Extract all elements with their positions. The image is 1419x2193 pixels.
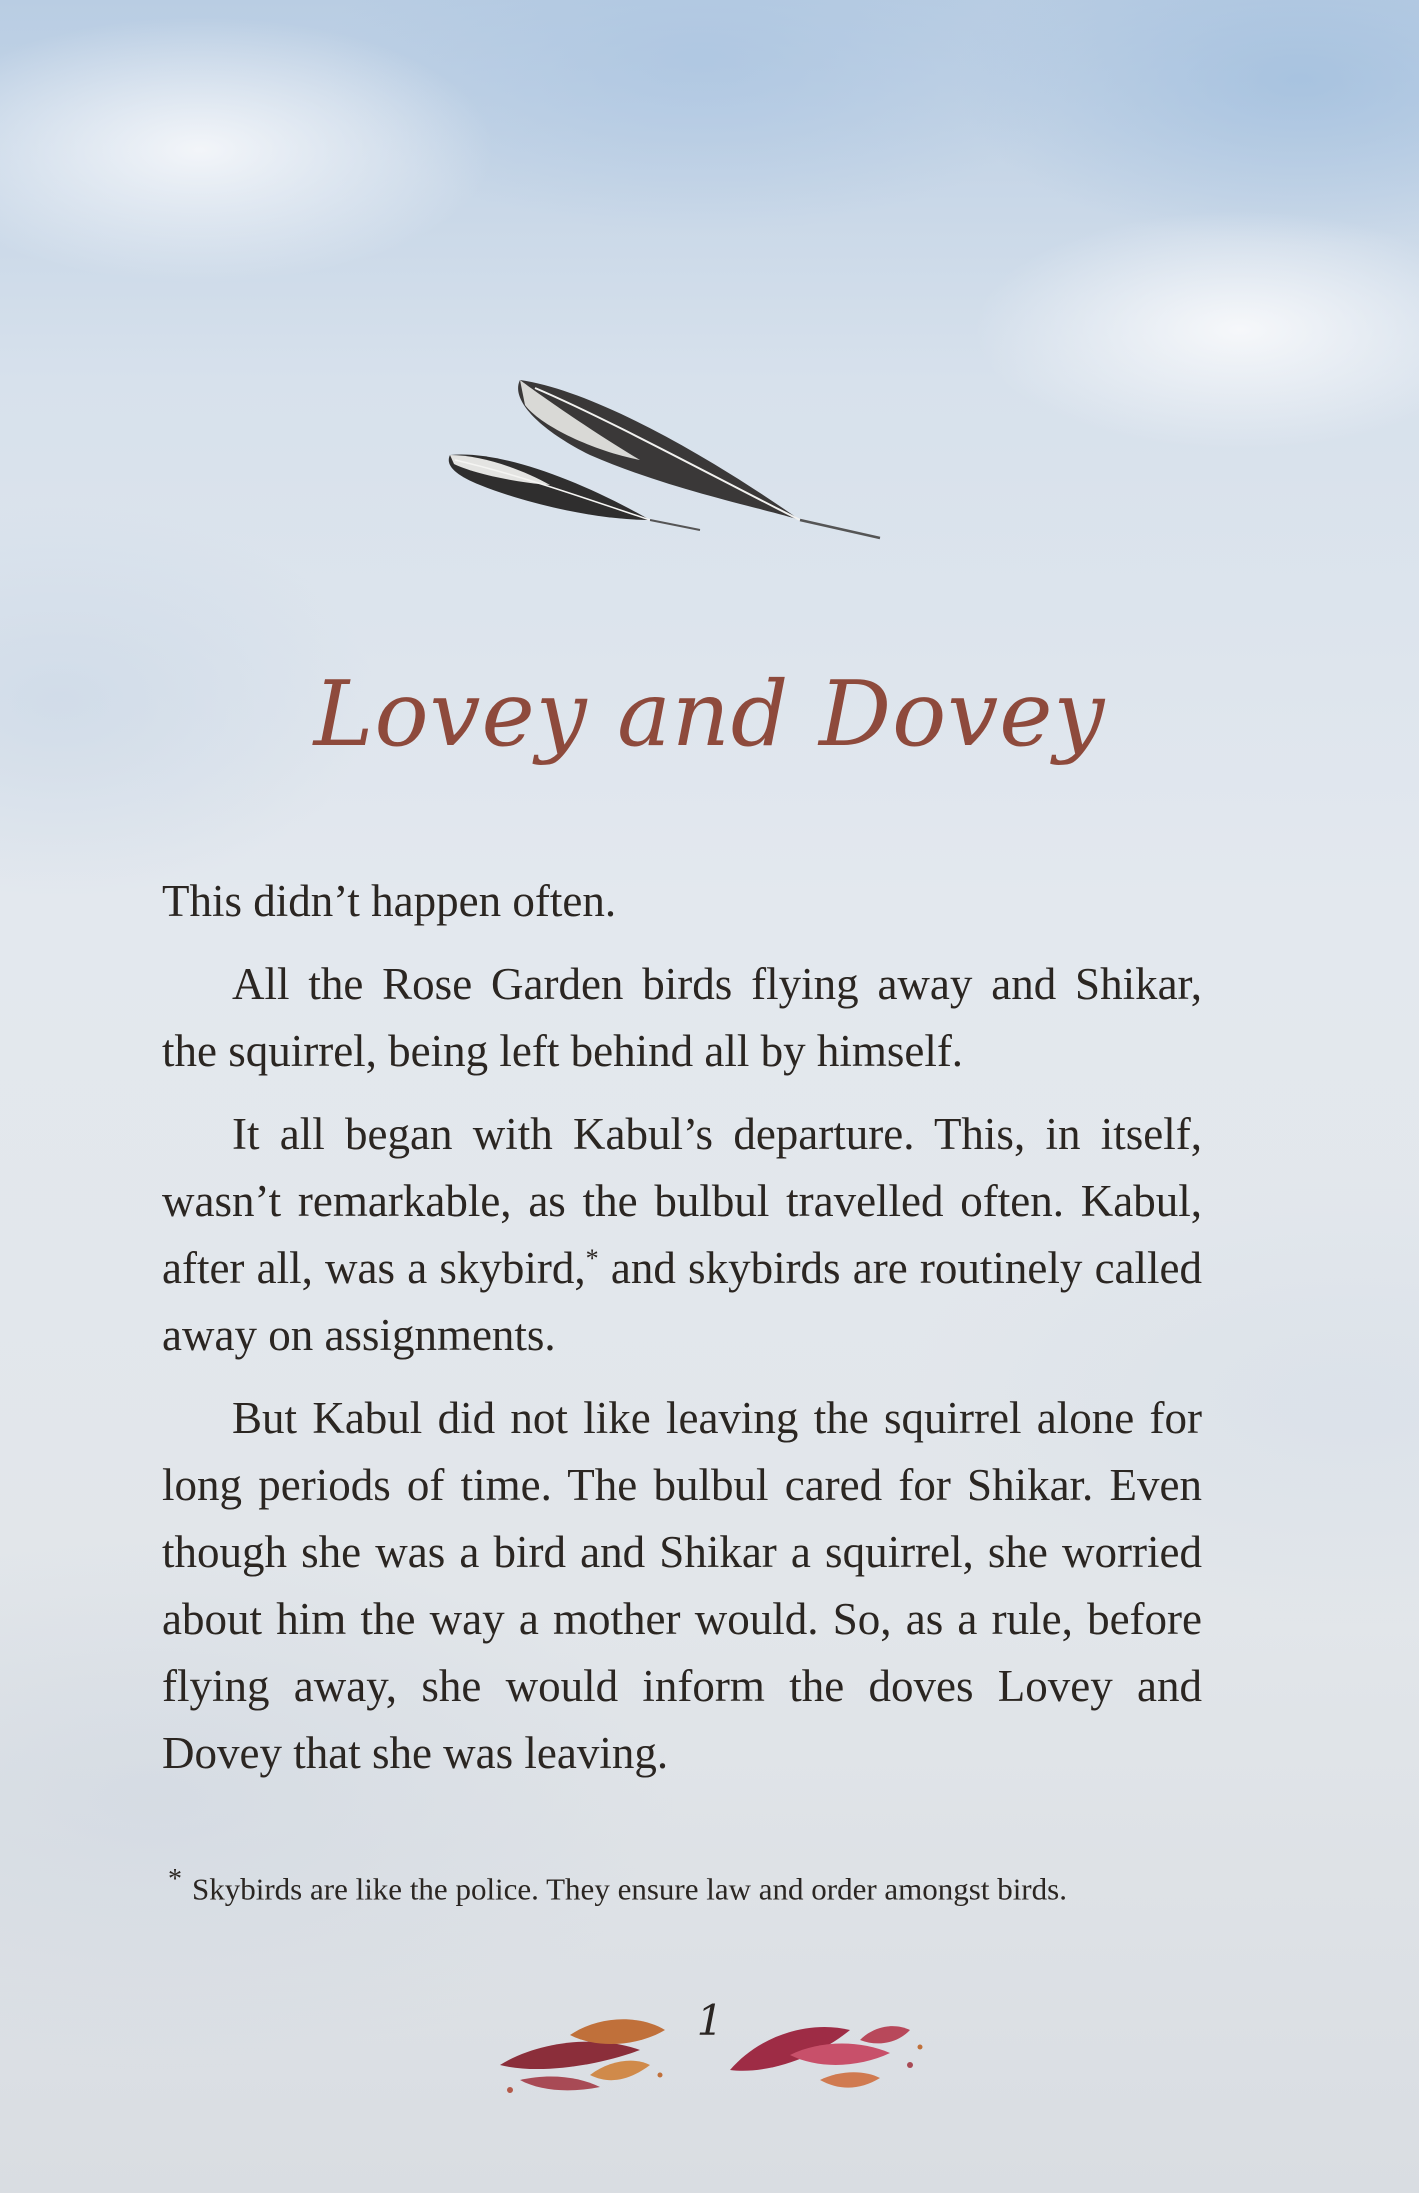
chapter-body: [162, 868, 1202, 1803]
footnote-marker: *: [585, 1244, 599, 1273]
chapter-title: Lovey and Dovey: [313, 662, 1106, 767]
footnote-text: Skybirds are like the police. They ensure law and order amongst birds.: [192, 1871, 1067, 1907]
paragraph: All the Rose Garden birds flying away and Shikar, the squirrel, being left behind all by himself.: [162, 959, 1202, 1076]
paragraph-text: and skybirds are routinely called away on assignments.: [162, 1243, 1202, 1360]
paragraph: But Kabul did not like leaving the squirrel alone for long periods of time. The bulbul cared for Shikar. Even though she was a bird and Shikar a squirrel, she worried about him the way a mother would. So, as a rule, before flying away, she would inform the doves Lovey and Dovey that she was leaving.: [162, 1393, 1202, 1778]
paragraph: This didn’t happen often.: [162, 876, 617, 926]
paragraph: [162, 1101, 1202, 1369]
footnote: [168, 1860, 1228, 1909]
page-number: 1: [696, 1996, 724, 2045]
paragraph-text: It all began with Kabul’s departure. This, in itself, wasn’t remarkable, as the bulbul travelled often. Kabul, after all, was a skybird,: [162, 1109, 1202, 1293]
footnote-marker: *: [168, 1864, 182, 1895]
feathers-icon: [440, 360, 900, 560]
